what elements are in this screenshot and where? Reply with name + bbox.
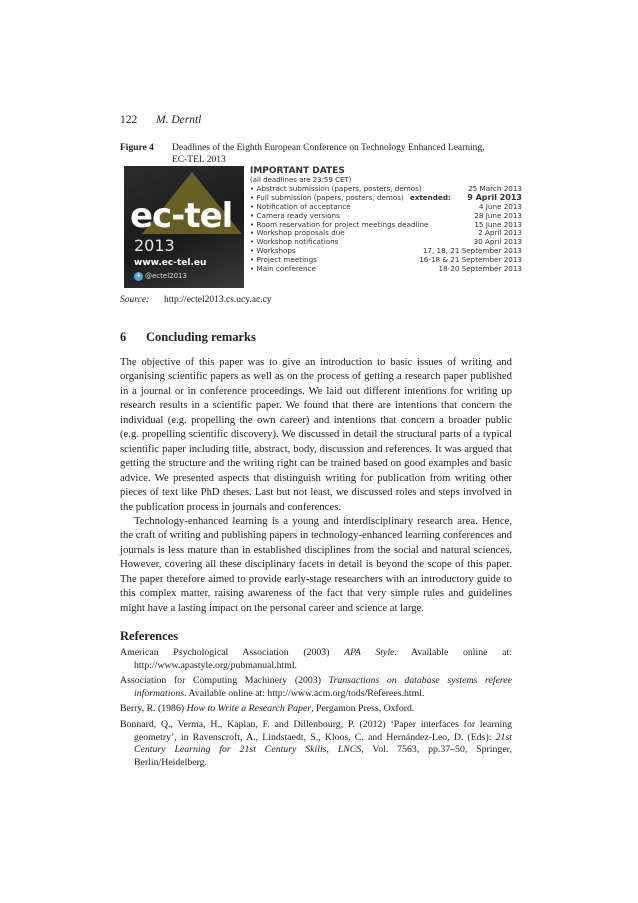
- reference-list: [120, 647, 512, 772]
- running-author: M. Derntl: [156, 114, 202, 126]
- logo-brand-text: ec-tel: [130, 196, 233, 236]
- figure-label: Figure 4: [120, 143, 154, 153]
- ref-title: 21st Century Learning for 21st Century Skills: [134, 731, 512, 756]
- paragraph: Technology-enhanced learning is a young and interdisciplinary research area. Hence, the craft of writing and publishing papers in technology-enhanced learning conferences and journals is less mature than in established disciplines from the social and natural sciences. However, covering all these disciplinary facets in detail is beyond the scope of this paper. The paper therefore aimed to provide early-stage researchers with an introductory guide to this complex matter, raising awareness of the fact that very simple rules and guidelines might have a lasting impact on the personal career and science at large.: [120, 514, 512, 614]
- ref-text: Association for Computing Machinery (2003): [120, 675, 329, 687]
- ref-title: LNCS: [337, 744, 362, 756]
- page-number: 122: [120, 114, 138, 126]
- paragraph: The objective of this paper was to give an introduction to basic issues of writing and organising scientific papers as well as on the process of getting a research paper published in a journal or in conference proceedings. We laid out different intentions for writing up research results in a scientific paper. We found that there are intentions that concern the individual (e.g. propelling the own career) and intentions that concern a broader public (e.g. propelling scientific discovery). We discussed in detail the structural parts of a typical scientific paper including title, abstract, body, discussion and references. It was argued that getting the structure and the writing right can be trained based on good examples and basic advice. We presented aspects that distinguish writing for publication from writing other pieces of text like PhD theses. Last but not least, we discussed roles and steps involved in the publication process in journals and conferences.: [120, 356, 512, 513]
- date-row-date: 25 March 2013: [468, 184, 522, 193]
- date-row-date: 9 April 2013: [467, 192, 522, 202]
- ref-text: Berry, R. (1986): [120, 703, 187, 715]
- twitter-handle: @ectel2013: [145, 272, 187, 280]
- date-row-label: • Project meetings: [250, 255, 317, 265]
- section-title: Concluding remarks: [146, 330, 256, 344]
- ref-title: How to Write a Research Paper: [186, 703, 312, 715]
- ref-text: . Available online at: http://www.acm.org/tods/Referees.html.: [184, 687, 425, 699]
- ref-text: , Pergamon Press, Oxford.: [311, 703, 415, 715]
- ref-text: Bonnard, Q., Verma, H., Kaplan, F. and Dillenbourg, P. (2012) ‘Paper interfaces for learning geometry’, in Ravenscroft, A., Lindstaedt, S., Kloos, C. and Hernández-Leo, D. (Eds):: [120, 718, 512, 743]
- reference-item: [120, 703, 512, 716]
- reference-item: [120, 647, 512, 672]
- source-label: Source:: [120, 295, 150, 305]
- section-number: 6: [120, 330, 127, 344]
- date-row-label: • Workshop notifications: [250, 237, 339, 247]
- date-row-date: 18-20 September 2013: [438, 264, 522, 274]
- ref-text: ,: [326, 744, 338, 756]
- date-row-label: • Notification of acceptance: [250, 201, 351, 211]
- caption-line-1: Deadlines of the Eighth European Conference on Technology Enhanced Learning,: [172, 143, 485, 153]
- figure-source: [120, 295, 272, 305]
- date-row-label: • Full submission (papers, posters, demos) extended:: [250, 192, 451, 202]
- source-url: http://ectel2013.cs.ucy.ac.cy: [164, 295, 272, 305]
- running-header: [120, 114, 201, 126]
- figure-caption-text: [172, 142, 522, 166]
- logo-twitter: [134, 272, 187, 281]
- section-body: [120, 355, 512, 615]
- ref-title: APA Style: [344, 647, 395, 658]
- important-dates: [250, 166, 522, 274]
- important-dates-note: (all deadlines are 23:59 CET): [250, 176, 352, 184]
- date-row-date: 2 April 2013: [478, 228, 522, 238]
- date-rows: [250, 185, 522, 274]
- bird-icon: ✦: [135, 272, 142, 280]
- date-row-label: • Main conference: [250, 264, 316, 274]
- references-heading: References: [120, 629, 179, 643]
- ref-text: . Available online at: http://www.apastyle.org/pubmanual.html.: [134, 647, 512, 671]
- logo-website: www.ec-tel.eu: [134, 258, 207, 268]
- ref-text: American Psychological Association (2003): [120, 647, 345, 658]
- reference-item: [120, 719, 512, 769]
- date-row-date: 4 June 2013: [478, 201, 522, 211]
- section-heading: [120, 330, 256, 345]
- important-dates-title: IMPORTANT DATES: [250, 166, 345, 176]
- date-row-label: • Camera ready versions: [250, 210, 340, 220]
- ref-title: Transactions on database systems referee informations: [134, 675, 513, 699]
- date-row-date: 28 June 2013: [474, 210, 522, 220]
- logo-year: 2013: [134, 236, 175, 255]
- date-row-label: • Workshop proposals due: [250, 228, 345, 238]
- ref-text: , Vol. 7563, pp.37–50, Springer, Berlin/Heidelberg.: [134, 744, 512, 768]
- reference-item: [120, 675, 512, 700]
- caption-line-2: EC-TEL 2013: [172, 155, 226, 165]
- date-row: [250, 265, 522, 274]
- date-row-label: • Room reservation for project meetings deadline: [250, 219, 429, 229]
- date-row-date: 16-18 & 21 September 2013: [419, 255, 522, 265]
- date-row-label: • Workshops: [250, 246, 296, 256]
- ectel-logo: [124, 166, 244, 288]
- date-row-date: 15 June 2013: [474, 219, 522, 229]
- date-row-date: 30 April 2013: [473, 237, 522, 247]
- date-row-date: 17, 18, 21 September 2013: [422, 246, 522, 256]
- date-row-label: • Abstract submission (papers, posters, demos): [250, 184, 422, 193]
- date-row-extended: extended:: [409, 192, 451, 202]
- figure-image: [124, 166, 520, 288]
